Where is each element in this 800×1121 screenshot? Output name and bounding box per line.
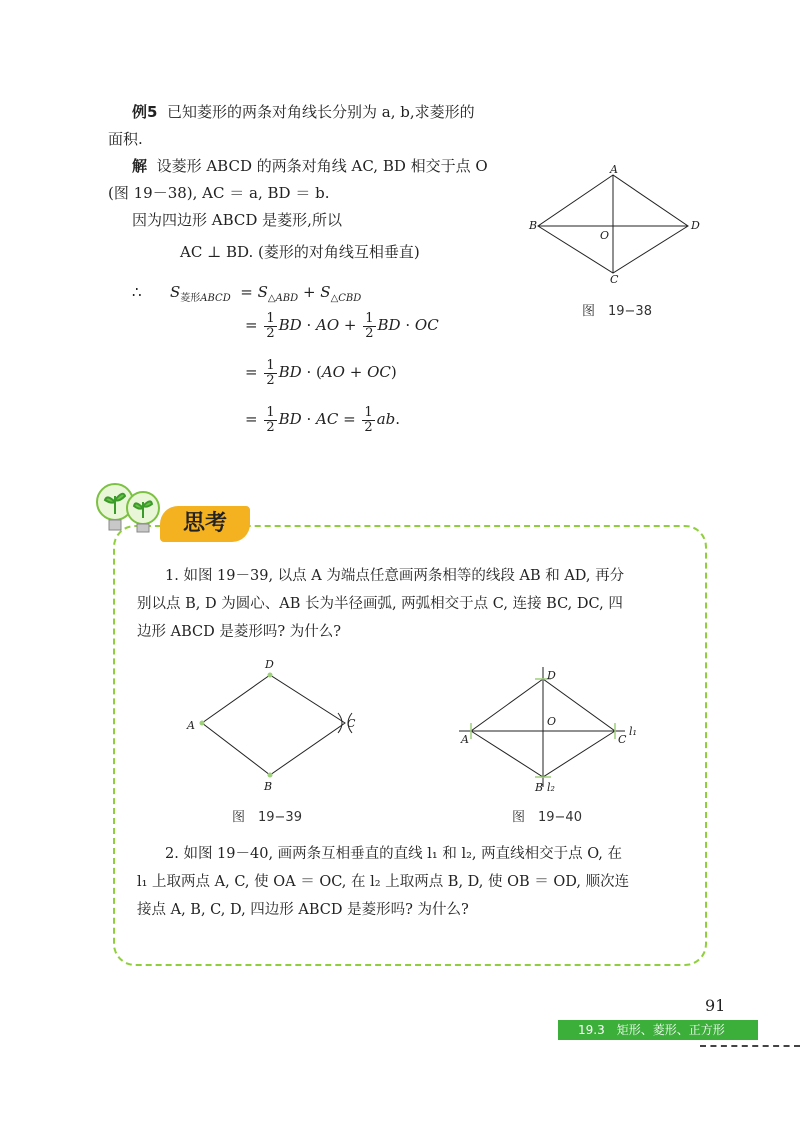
section-header: 19.3 矩形、菱形、正方形 xyxy=(558,1020,758,1040)
example-statement-2: 面积. xyxy=(108,130,143,148)
fig38-label-a: A xyxy=(610,163,618,176)
example-line-1 xyxy=(132,100,475,124)
fig40-label-l1: l₁ xyxy=(629,725,637,738)
figure-19-38 xyxy=(528,163,708,283)
solution-text-4: AC ⊥ BD. (菱形的对角线互相垂直) xyxy=(180,243,420,261)
page-number: 91 xyxy=(705,996,726,1015)
fig40-label-o: O xyxy=(547,715,557,728)
think-title: 思考 xyxy=(160,506,250,542)
solution-text-2: (图 19－38), AC ＝ a, BD ＝ b. xyxy=(108,184,330,202)
fig38-label-b: B xyxy=(529,219,538,232)
footer-dashes xyxy=(700,1045,800,1047)
fig40-label-d: D xyxy=(547,669,556,682)
derivation-line-3: = $\frac{1}{2}$ BD · (AO + OC) xyxy=(245,357,397,388)
fig39-label-c: C xyxy=(347,717,356,730)
q1-line-1: 1. 如图 19－39, 以点 A 为端点任意画两条相等的线段 AB 和 AD, 再分 xyxy=(165,568,625,584)
fig39-rhombus xyxy=(202,675,345,775)
fig40-caption: 图 19−40 xyxy=(512,810,582,825)
fig39-label-a: A xyxy=(187,719,195,732)
example-label: 例5 xyxy=(132,103,158,121)
fig39-caption: 图 19−39 xyxy=(232,810,302,825)
q2-line-3: 接点 A, B, C, D, 四边形 ABCD 是菱形吗? 为什么? xyxy=(137,902,469,918)
q1-line-3: 边形 ABCD 是菱形吗? 为什么? xyxy=(137,624,341,640)
fig40-label-l2: l₂ xyxy=(547,781,555,794)
figure-19-39 xyxy=(180,655,365,795)
fig38-label-d: D xyxy=(691,219,700,232)
therefore-symbol: ∴ xyxy=(132,283,142,301)
fig40-label-c: C xyxy=(618,733,627,746)
derivation-line-1: $S_{菱形ABCD} = S_{\triangle ABD} + S_{\triangle CBD}$ xyxy=(170,283,362,304)
fig40-label-b: B xyxy=(535,781,544,794)
fig38-label-c: C xyxy=(610,273,619,283)
fig38-label-o: O xyxy=(600,229,610,242)
fig39-arc-1 xyxy=(338,713,342,733)
derivation-line-2: = $\frac{1}{2}$ BD · AO + $\frac{1}{2}$ BD · OC xyxy=(245,310,439,341)
lightbulb-icon xyxy=(93,480,165,544)
example-statement-1: 已知菱形的两条对角线长分别为 a, b,求菱形的 xyxy=(166,103,475,121)
q2-line-2: l₁ 上取两点 A, C, 使 OA ＝ OC, 在 l₂ 上取两点 B, D, 使 OB ＝ OD, 顺次连 xyxy=(137,874,630,890)
derivation-line-4: = $\frac{1}{2}$ BD · AC = $\frac{1}{2}$ ab. xyxy=(245,404,401,435)
fig38-caption: 图 19−38 xyxy=(582,304,652,319)
solution-text-3: 因为四边形 ABCD 是菱形,所以 xyxy=(132,211,342,229)
q2-line-1: 2. 如图 19－40, 画两条互相垂直的直线 l₁ 和 l₂, 两直线相交于点 O, 在 xyxy=(165,846,622,862)
solution-line-1 xyxy=(132,154,488,178)
fig39-label-d: D xyxy=(265,658,274,671)
q1-line-2: 别以点 B, D 为圆心、AB 长为半径画弧, 两弧相交于点 C, 连接 BC, DC, 四 xyxy=(137,596,623,612)
fig39-label-b: B xyxy=(264,780,273,793)
fig40-label-a: A xyxy=(461,733,469,746)
solution-text-1: 设菱形 ABCD 的两条对角线 AC, BD 相交于点 O xyxy=(156,157,488,175)
figure-19-40 xyxy=(455,665,655,795)
solution-label: 解 xyxy=(132,157,148,175)
